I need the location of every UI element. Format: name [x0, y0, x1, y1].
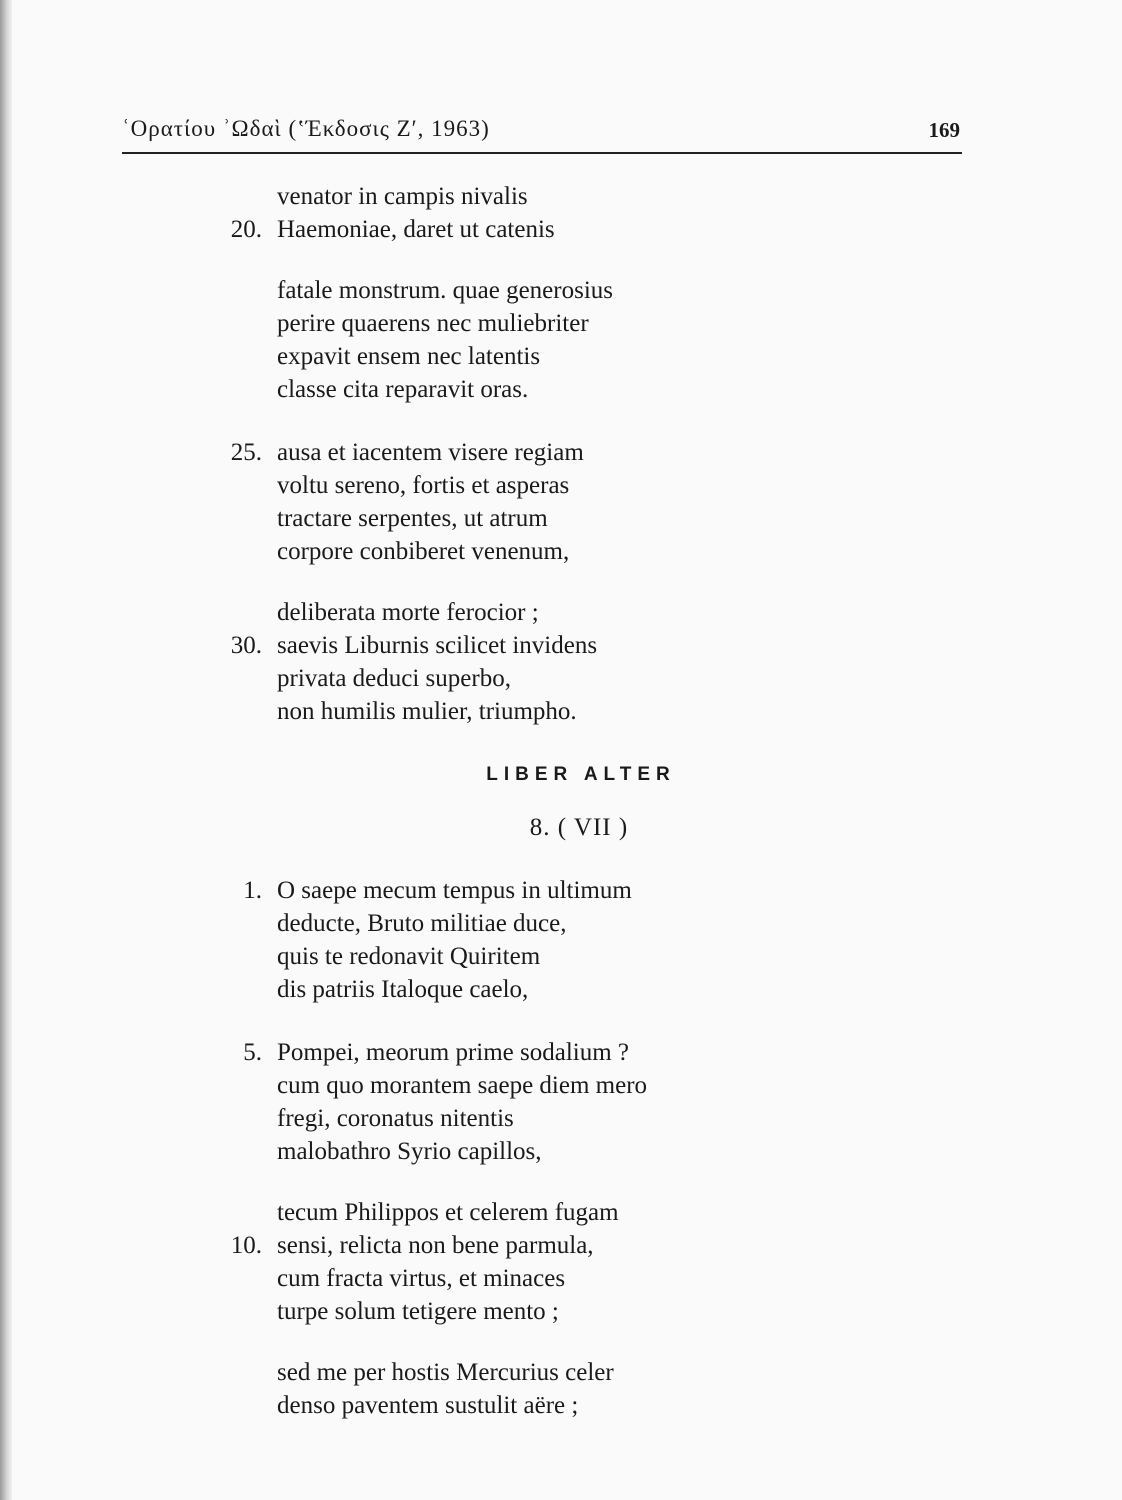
line-text: venator in campis nivalis — [277, 183, 528, 210]
verse-line — [0, 1036, 1122, 1069]
page-header — [122, 108, 962, 154]
verse-line — [0, 596, 1122, 629]
line-text: saevis Liburnis scilicet invidens — [277, 632, 598, 659]
line-text: malobathro Syrio capillos, — [277, 1138, 542, 1165]
page-number: 169 — [928, 118, 960, 142]
verse-line — [0, 874, 1122, 907]
line-text: quis te redonavit Quiritem — [277, 943, 541, 970]
verse-line — [0, 180, 1122, 213]
stanza — [0, 874, 1122, 1006]
verse-line — [0, 1229, 1122, 1262]
line-number: 1. — [243, 877, 262, 904]
verse-line — [0, 973, 1122, 1006]
verse-line — [0, 1389, 1122, 1422]
stanza — [0, 436, 1122, 568]
line-text: privata deduci superbo, — [277, 665, 511, 692]
stanza — [0, 180, 1122, 246]
verse-line — [0, 274, 1122, 307]
verse-line — [0, 307, 1122, 340]
line-text: turpe solum tetigere mento ; — [277, 1298, 559, 1325]
line-text: cum quo morantem saepe diem mero — [277, 1072, 648, 1099]
line-text: deliberata morte ferocior ; — [277, 599, 539, 626]
line-text: fatale monstrum. quae generosius — [277, 277, 614, 304]
line-text: sed me per hostis Mercurius celer — [277, 1359, 614, 1386]
verse-line — [0, 1356, 1122, 1389]
line-text: deducte, Bruto militiae duce, — [277, 910, 567, 937]
verse-line — [0, 1135, 1122, 1168]
line-text: Haemoniae, daret ut catenis — [277, 216, 555, 243]
line-text: tractare serpentes, ut atrum — [277, 505, 548, 532]
stanza — [0, 1036, 1122, 1168]
line-text: denso paventem sustulit aëre ; — [277, 1392, 579, 1419]
line-text: expavit ensem nec latentis — [277, 343, 541, 370]
line-text: cum fracta virtus, et minaces — [277, 1265, 566, 1292]
stanza — [0, 1356, 1122, 1422]
line-text: Pompei, meorum prime sodalium ? — [277, 1039, 630, 1066]
book-heading: LIBER ALTER — [486, 764, 676, 785]
line-text: perire quaerens nec muliebriter — [277, 310, 589, 337]
line-text: ausa et iacentem visere regiam — [277, 439, 584, 466]
line-text: corpore conbiberet venenum, — [277, 538, 570, 565]
line-text: dis patriis Italoque caelo, — [277, 976, 529, 1003]
verse-line — [0, 340, 1122, 373]
line-number: 5. — [243, 1039, 262, 1066]
line-text: fregi, coronatus nitentis — [277, 1105, 514, 1132]
line-number: 30. — [230, 632, 262, 659]
ode-heading: 8. ( VII ) — [529, 814, 629, 841]
verse-line — [0, 373, 1122, 406]
line-number: 25. — [230, 439, 262, 466]
stanza — [0, 274, 1122, 406]
verse-line — [0, 535, 1122, 568]
stanza — [0, 596, 1122, 728]
verse-line — [0, 1295, 1122, 1328]
verse-line — [0, 695, 1122, 728]
verse-line — [0, 1262, 1122, 1295]
line-text: sensi, relicta non bene parmula, — [277, 1232, 594, 1259]
stanza — [0, 1196, 1122, 1328]
verse-line — [0, 1196, 1122, 1229]
verse-line — [0, 907, 1122, 940]
verse-line — [0, 469, 1122, 502]
line-number: 20. — [230, 216, 262, 243]
verse-line — [0, 1102, 1122, 1135]
line-text: voltu sereno, fortis et asperas — [277, 472, 570, 499]
line-text: classe cita reparavit oras. — [277, 376, 529, 403]
running-title: ʿΟρατίου ʾΩδαὶ (ʽΈκδοσις Ζʹ, 1963) — [122, 116, 490, 141]
line-text: O saepe mecum tempus in ultimum — [277, 877, 632, 904]
verse-line — [0, 662, 1122, 695]
verse-line — [0, 940, 1122, 973]
verse-line — [0, 436, 1122, 469]
line-text: tecum Philippos et celerem fugam — [277, 1199, 619, 1226]
verse-line — [0, 1069, 1122, 1102]
verse-line — [0, 502, 1122, 535]
verse-line — [0, 213, 1122, 246]
line-number: 10. — [230, 1232, 262, 1259]
verse-line — [0, 629, 1122, 662]
line-text: non humilis mulier, triumpho. — [277, 698, 577, 725]
